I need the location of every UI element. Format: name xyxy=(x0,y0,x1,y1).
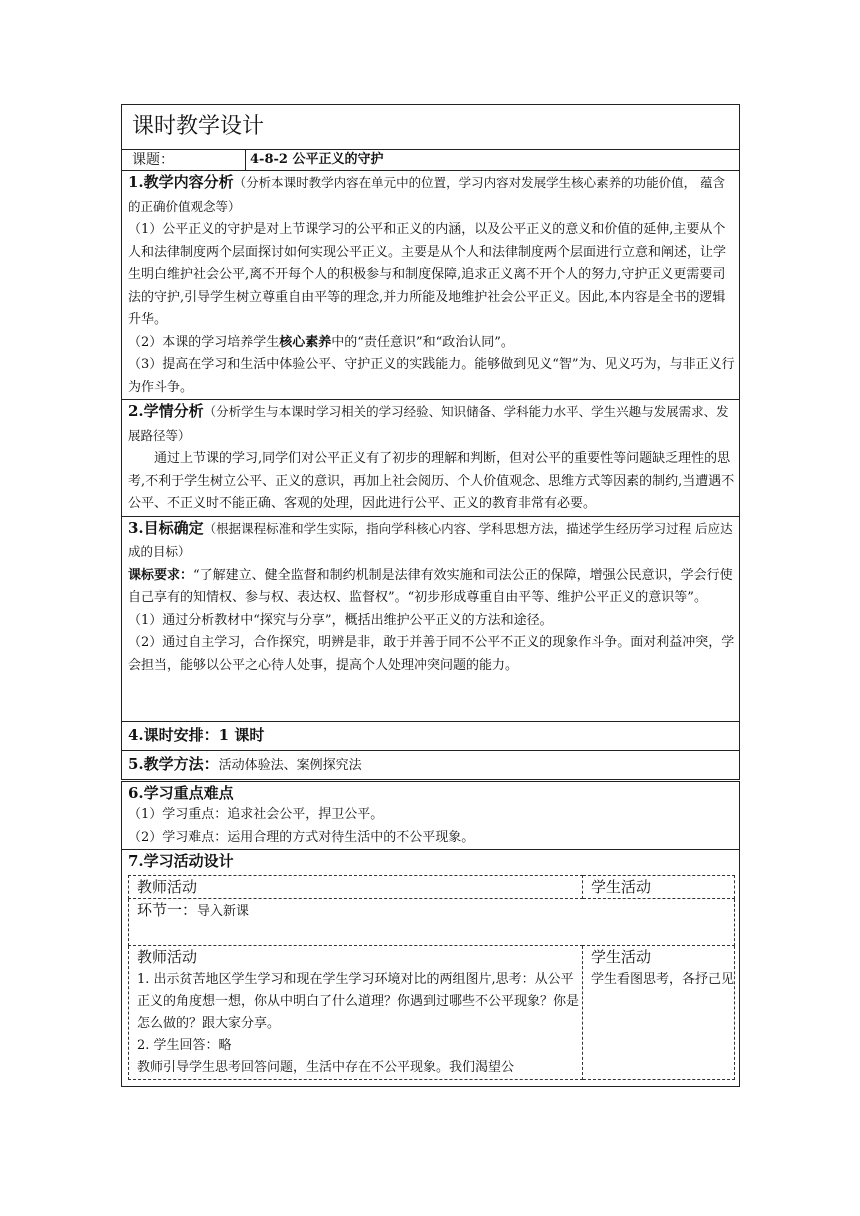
paragraph: （1）公平正义的守护是对上节课学习的公平和正义的内涵，以及公平正义的意义和价值的延伸,主要从个人和法律制度两个层面探讨如何实现公平正义。主要是从个人和法律制度两个层面进行立意和阐述，让学生明白维护社会公平,离不开每个人的积极参与和制度保障,追求正义离不开个人的努力,守护正义更需要司法的守护,引导学生树立尊重自由平等的理念,并力所能及地维护社会公平正义。因此,本内容是全书的逻辑升华。 xyxy=(128,222,727,327)
topic-label: 课题： xyxy=(122,150,246,171)
section-content-analysis xyxy=(122,171,740,400)
student-activity-header: 学生活动 xyxy=(583,875,735,899)
section-methods: 5.教学方法：活动体验法、案例探究法 xyxy=(122,750,740,780)
section-schedule: 4.课时安排：1 课时 xyxy=(122,721,740,750)
paragraph: （1）通过分析教材中“探究与分享”，概括出维护公平正义的方法和途径。 xyxy=(128,612,553,628)
paragraph: 课标要求：“了解建立、健全监督和制约机制是法律有效实施和司法公正的保障，增强公民意识，学会行使自己享有的知情权、参与权、表达权、监督权”。“初步形成尊重自由平等、维护公平正义的意识等”。 xyxy=(128,567,733,605)
section-heading: 3.目标确定 xyxy=(128,518,204,537)
section-hint: （分析本课时教学内容在单元中的位置，学习内容对发展学生核心素养的功能价值， 蕴含的正确价值观念等） xyxy=(128,175,726,214)
activity-step: 教师引导学生思考回答问题，生活中存在不公平现象。我们渴望公 xyxy=(137,1059,515,1075)
activity-step: 1. 出示贫苦地区学生学习和现在学生学习环境对比的两组图片,思考：从公平正义的角度想一想，你从中明白了什么道理？你遇到过哪些不公平现象？你是怎么做的？跟大家分享。 xyxy=(137,971,580,1031)
section-key-points xyxy=(122,780,740,850)
lesson-design-table xyxy=(121,104,740,1087)
activity-link-row: 环节一：导入新课 xyxy=(129,899,735,946)
paragraph: （2）通过自主学习，合作探究，明辨是非，敢于并善于同不公平不正义的现象作斗争。面对利益冲突，学会担当，能够以公平之心待人处事，提高个人处理冲突问题的能力。 xyxy=(128,635,735,673)
paragraph: 通过上节课的学习,同学们对公平正义有了初步的理解和判断，但对公平的重要性等问题缺乏理性的思考,不利于学生树立公平、正义的意识，再加上社会阅历、个人价值观念、思维方式等因素的制约,当遭遇不公平、不正义时不能正确、客观的处理，因此进行公平、正义的教育非常有必要。 xyxy=(128,451,735,511)
teacher-activity-cell: 教师活动 1. 出示贫苦地区学生学习和现在学生学习环境对比的两组图片,思考：从公平正义的角度想一想，你从中明白了什么道理？你遇到过哪些不公平现象？你是怎么做的？跟大家分享。 2. 学生回答：略 教师引导学生思考回答问题，生活中存在不公平现象。我们渴望公 xyxy=(129,946,583,1080)
student-response: 学生看图思考，各抒己见 xyxy=(591,971,735,987)
section-heading: 1.教学内容分析 xyxy=(128,173,234,191)
activity-table xyxy=(128,875,735,1080)
curriculum-label: 课标要求： xyxy=(128,567,194,583)
teacher-activity-header: 教师活动 xyxy=(129,875,583,899)
section-heading: 2.学情分析 xyxy=(128,402,204,420)
student-activity-cell: 学生活动 学生看图思考，各抒己见 xyxy=(583,946,735,1080)
paragraph: （3）提高在学习和生活中体验公平、守护正义的实践能力。能够做到见义“智”为、见义巧为，与非正义行为作斗争。 xyxy=(128,357,735,395)
activity-step: 2. 学生回答：略 xyxy=(137,1037,232,1053)
section-objectives xyxy=(122,516,740,721)
section-learner-analysis xyxy=(122,400,740,517)
section-activities xyxy=(122,850,740,1087)
lesson-design-document xyxy=(121,104,739,1087)
paragraph: （2）本课的学习培养学生核心素养中的“责任意识”和“政治认同”。 xyxy=(128,334,514,350)
paragraph: （1）学习重点：追求社会公平，捍卫公平。 xyxy=(128,807,384,822)
section-hint: （分析学生与本课时学习相关的学习经验、知识储备、学科能力水平、学生兴趣与发展需求、发展路径等） xyxy=(128,404,729,443)
section-heading: 6.学习重点难点 xyxy=(128,783,234,802)
document-title: 课时教学设计 xyxy=(122,105,740,150)
paragraph: （2）学习难点：运用合理的方式对待生活中的不公平现象。 xyxy=(128,829,475,845)
topic-value: 4-8-2 公平正义的守护 xyxy=(246,150,740,171)
section-heading: 7.学习活动设计 xyxy=(128,852,234,870)
section-hint: （根据课程标准和学生实际，指向学科核心内容、学科思想方法，描述学生经历学习过程 后应达成的目标） xyxy=(128,520,733,559)
